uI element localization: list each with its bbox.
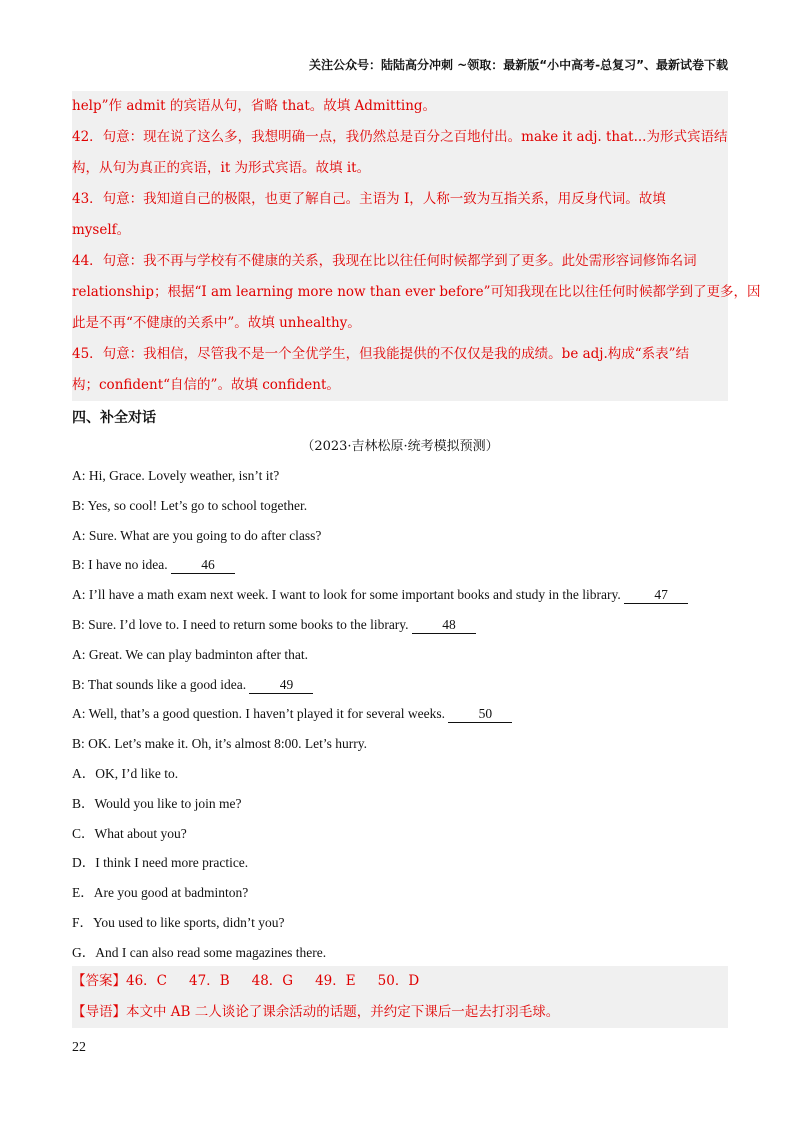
answer-key-box: [72, 966, 728, 1028]
answer-label: 【答案】: [72, 973, 126, 989]
dialog-line: B: Yes, so cool! Let’s go to school together.: [72, 497, 308, 513]
answer-item: 46．C: [126, 973, 168, 989]
dialog-line: A: Hi, Grace. Lovely weather, isn’t it?: [72, 468, 280, 483]
dialog-line: A: Great. We can play badminton after that.: [72, 646, 308, 662]
answer-item: 47．B: [189, 973, 230, 989]
answer-item: 49．E: [315, 973, 356, 989]
guide-label: 【导语】: [72, 1004, 126, 1020]
guide-text: 本文中 AB 二人谈论了课余活动的话题，并约定下课后一起去打羽毛球。: [126, 1004, 560, 1020]
option-f: F．You used to like sports, didn’t you?: [72, 914, 285, 930]
guide-row: [72, 997, 728, 1028]
option-c: C．What about you?: [72, 825, 187, 841]
explanation-box: [72, 91, 761, 401]
dialog-block: [72, 461, 728, 968]
explanation-line: 45．句意：我相信，尽管我不是一个全优学生，但我能提供的不仅仅是我的成绩。be adj.构成“系表”结: [72, 346, 690, 362]
dialog-line: A: I’ll have a math exam next week. I want to look for some important books and study in the library. 47: [72, 580, 728, 610]
answer-item: 50．D: [377, 973, 420, 989]
page-number: 22: [72, 1040, 86, 1055]
option-b: B．Would you like to join me?: [72, 795, 242, 811]
option-a: A．OK, I’d like to.: [72, 765, 179, 781]
question-source: （2023·吉林松原·统考模拟预测）: [301, 439, 499, 454]
answer-row: [72, 966, 728, 997]
dialog-line: B: That sounds like a good idea. 49: [72, 670, 728, 700]
page-header: 关注公众号：陆陆高分冲刺 ~领取：最新版“小中高考-总复习”、最新试卷下载: [309, 58, 728, 72]
explanation-line: 43．句意：我知道自己的极限，也更了解自己。主语为 I，人称一致为互指关系，用反身代词。故填: [72, 191, 666, 207]
dialog-line: B: Sure. I’d love to. I need to return some books to the library. 48: [72, 610, 728, 640]
explanation-line: myself。: [72, 222, 131, 238]
option-g: G．And I can also read some magazines there.: [72, 944, 327, 960]
explanation-line: 构，从句为真正的宾语，it 为形式宾语。故填 it。: [72, 160, 371, 176]
explanation-line: help”作 admit 的宾语从句，省略 that。故填 Admitting。: [72, 98, 437, 114]
explanation-line: 42．句意：现在说了这么多，我想明确一点，我仍然总是百分之百地付出。make it adj. that...为形式宾语结: [72, 129, 728, 145]
answer-item: 48．G: [251, 973, 294, 989]
explanation-line: 此是不再“不健康的关系中”。故填 unhealthy。: [72, 315, 361, 331]
dialog-line: B: OK. Let’s make it. Oh, it’s almost 8:00. Let’s hurry.: [72, 736, 367, 752]
explanation-line: 44．句意：我不再与学校有不健康的关系，我现在比以往任何时候都学到了更多。此处需形容词修饰名词: [72, 253, 697, 269]
dialog-line: A: Sure. What are you going to do after class?: [72, 527, 322, 543]
option-e: E．Are you good at badminton?: [72, 885, 249, 901]
answer-blank: 50: [448, 706, 512, 723]
answer-blank: 48: [412, 617, 476, 634]
option-d: D．I think I need more practice.: [72, 855, 249, 871]
explanation-line: 构；confident“自信的”。故填 confident。: [72, 377, 340, 393]
explanation-line: relationship；根据“I am learning more now than ever before”可知我现在比以往任何时候都学到了更多，因: [72, 284, 761, 300]
answer-blank: 49: [249, 677, 313, 694]
dialog-line: B: I have no idea. 46: [72, 550, 728, 580]
answer-blank: 47: [624, 587, 688, 604]
answer-blank: 46: [171, 557, 235, 574]
dialog-line: A: Well, that’s a good question. I haven’t played it for several weeks. 50: [72, 699, 728, 729]
section-title: 四、补全对话: [72, 410, 156, 426]
